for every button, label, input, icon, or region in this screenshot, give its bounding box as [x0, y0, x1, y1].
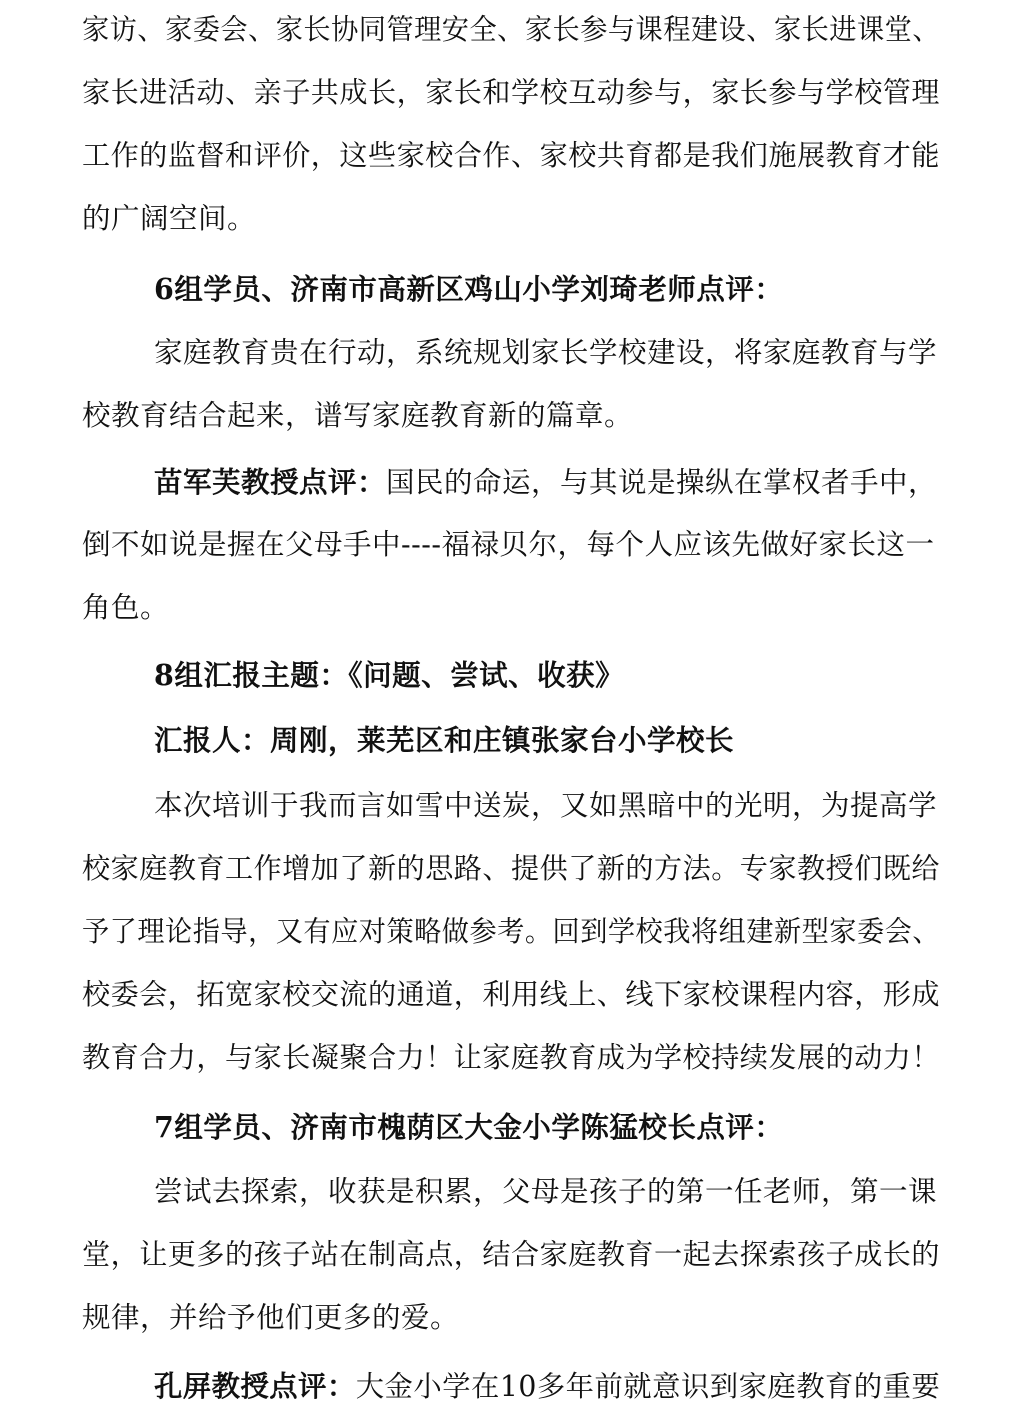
- paragraph-line: 角色。: [82, 591, 170, 624]
- section-heading: 6组学员、济南市高新区鸡山小学刘琦老师点评：: [154, 272, 784, 306]
- paragraph-line: 校委会，拓宽家校交流的通道，利用线上、线下家校课程内容，形成: [82, 978, 940, 1011]
- section-heading: 汇报人：周刚，莱芜区和庄镇张家台小学校长: [154, 723, 735, 757]
- section-heading: 8组汇报主题：《问题、尝试、收获》: [154, 658, 625, 692]
- paragraph-line: 教育合力，与家长凝聚合力！让家庭教育成为学校持续发展的动力！: [82, 1041, 940, 1074]
- paragraph-line: 堂，让更多的孩子站在制高点，结合家庭教育一起去探索孩子成长的: [82, 1238, 940, 1271]
- paragraph-line: [154, 458, 937, 506]
- paragraph-line: 校家庭教育工作增加了新的思路、提供了新的方法。专家教授们既给: [82, 852, 940, 885]
- paragraph-line: [154, 1362, 940, 1410]
- document-page: [82, 0, 940, 1411]
- section-heading: 7组学员、济南市槐荫区大金小学陈猛校长点评：: [154, 1110, 784, 1144]
- comment-lead: 孔屏教授点评：: [154, 1369, 356, 1403]
- paragraph-line: 倒不如说是握在父母手中----福禄贝尔，每个人应该先做好家长这一: [82, 528, 935, 561]
- paragraph-line: 家庭教育贵在行动，系统规划家长学校建设，将家庭教育与学: [154, 336, 938, 369]
- paragraph-line: 规律，并给予他们更多的爱。: [82, 1301, 460, 1334]
- paragraph-line: 家长进活动、亲子共成长，家长和学校互动参与，家长参与学校管理: [82, 76, 940, 109]
- comment-lead: 苗军芙教授点评：: [154, 465, 387, 499]
- paragraph-line: 工作的监督和评价，这些家校合作、家校共育都是我们施展教育才能: [82, 139, 940, 172]
- comment-text: 国民的命运，与其说是操纵在掌权者手中，: [386, 466, 938, 499]
- paragraph-line: 本次培训于我而言如雪中送炭，又如黑暗中的光明，为提高学: [154, 789, 938, 822]
- paragraph-line: 的广阔空间。: [82, 202, 257, 235]
- paragraph-line: 家访、家委会、家长协同管理安全、家长参与课程建设、家长进课堂、: [82, 13, 940, 46]
- paragraph-line: 校教育结合起来，谱写家庭教育新的篇章。: [82, 399, 634, 432]
- comment-text: 大金小学在10多年前就意识到家庭教育的重要: [355, 1370, 940, 1403]
- paragraph-line: 尝试去探索，收获是积累，父母是孩子的第一任老师，第一课: [154, 1175, 938, 1208]
- paragraph-line: 予了理论指导，又有应对策略做参考。回到学校我将组建新型家委会、: [82, 915, 940, 948]
